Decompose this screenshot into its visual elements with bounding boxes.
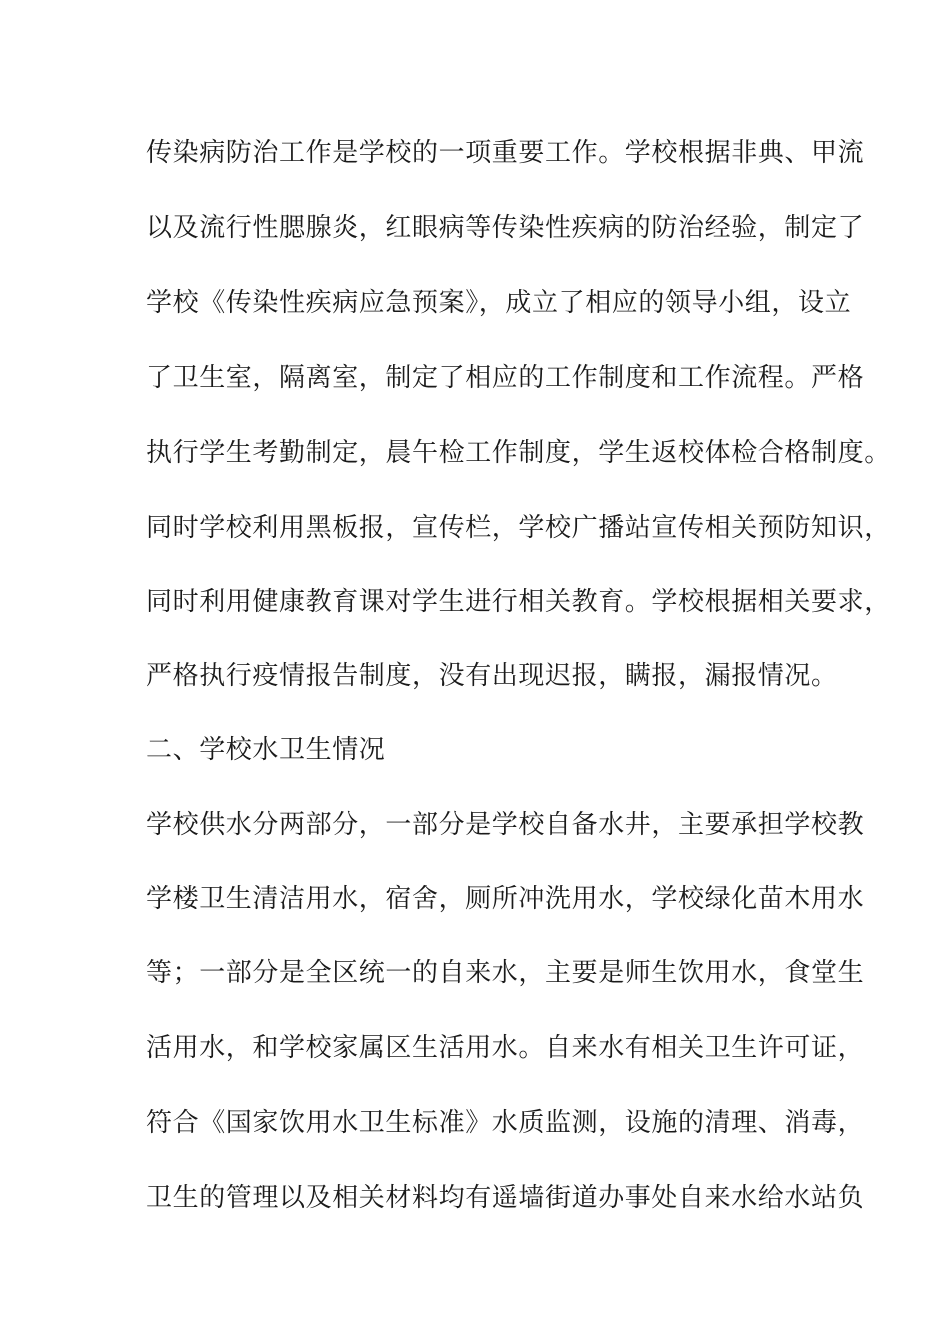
paragraph-1-line-5: 执行学生考勤制定，晨午检工作制度，学生返校体检合格制度。 [146,438,891,468]
paragraph-1-line-3: 学校《传染性疾病应急预案》，成立了相应的领导小组，设立 [146,288,852,318]
paragraph-2-line-6: 卫生的管理以及相关材料均有遥墙街道办事处自来水给水站负 [146,1183,865,1213]
paragraph-1-line-2: 以及流行性腮腺炎，红眼病等传染性疾病的防治经验，制定了 [146,213,865,243]
paragraph-2-line-5: 符合《国家饮用水卫生标准》水质监测，设施的清理、消毒， [146,1108,865,1138]
paragraph-2-line-3: 等；一部分是全区统一的自来水，主要是师生饮用水，食堂生 [146,958,865,988]
paragraph-2-line-1: 学校供水分两部分，一部分是学校自备水井，主要承担学校教 [146,810,865,840]
paragraph-1-line-1: 传染病防治工作是学校的一项重要工作。学校根据非典、甲流 [146,138,865,168]
paragraph-2-line-4: 活用水，和学校家属区生活用水。自来水有相关卫生许可证， [146,1033,865,1063]
section-heading: 二、学校水卫生情况 [146,735,386,765]
paragraph-1-line-4: 了卫生室，隔离室，制定了相应的工作制度和工作流程。严格 [146,363,865,393]
paragraph-1-line-6: 同时学校利用黑板报，宣传栏，学校广播站宣传相关预防知识， [146,513,891,543]
paragraph-1-line-7: 同时利用健康教育课对学生进行相关教育。学校根据相关要求， [146,587,891,617]
paragraph-1-line-8: 严格执行疫情报告制度，没有出现迟报，瞒报，漏报情况。 [146,661,838,691]
paragraph-2-line-2: 学楼卫生清洁用水，宿舍，厕所冲洗用水，学校绿化苗木用水 [146,884,865,914]
